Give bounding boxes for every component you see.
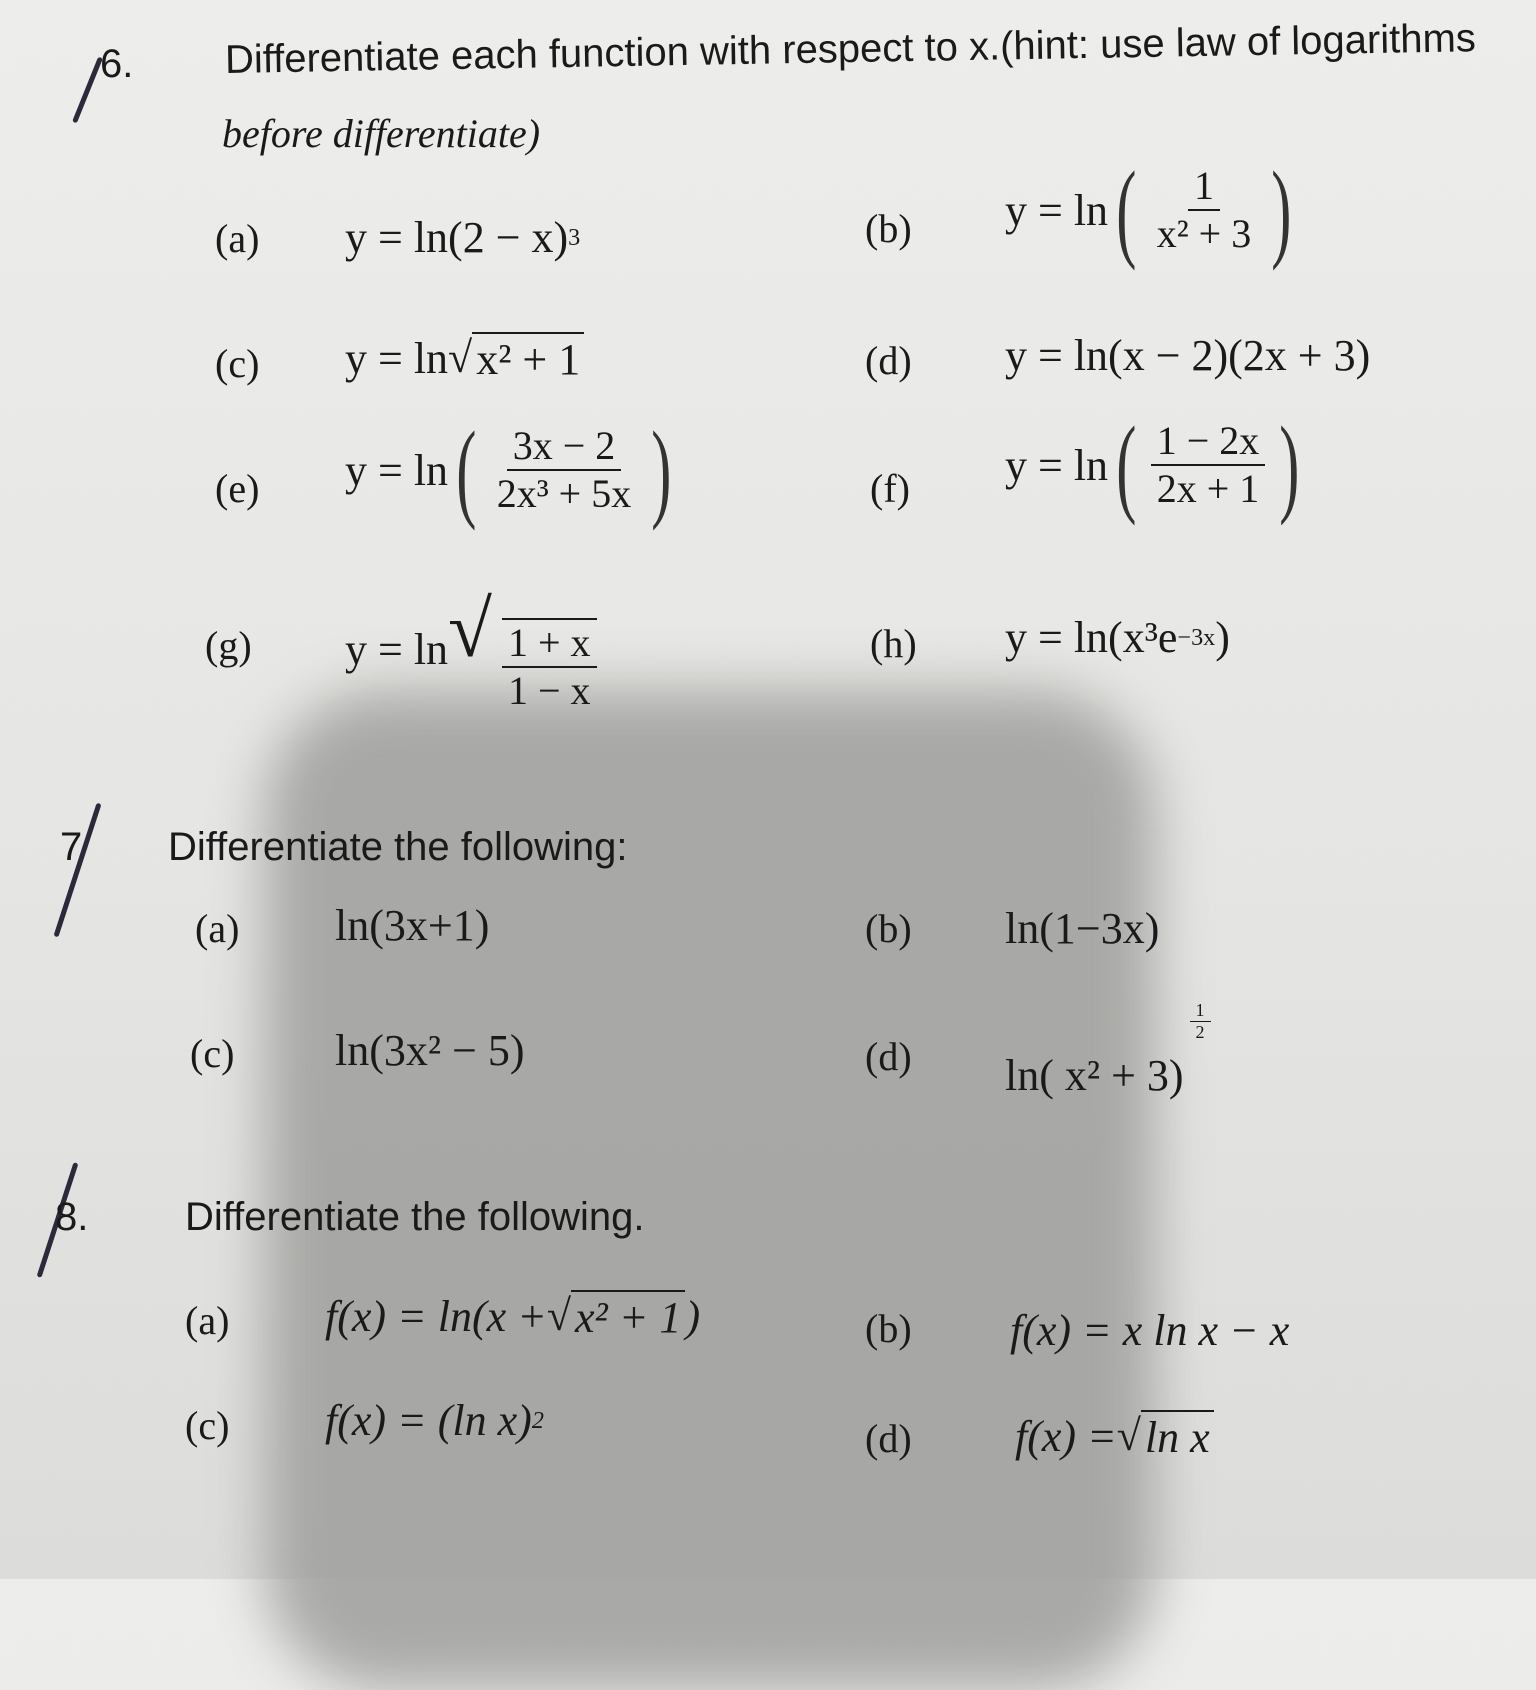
- q8-instruction: Differentiate the following.: [185, 1195, 645, 1239]
- q7b-label: (b): [865, 906, 912, 951]
- q7a-label: (a): [195, 906, 240, 951]
- q8d-label: (d): [865, 1416, 912, 1461]
- q6g-expr: y = ln √ $\frac{1 + x}{1 - x}$: [345, 585, 607, 714]
- q6b-label: (b): [865, 206, 912, 251]
- q7-instruction: Differentiate the following:: [168, 825, 628, 869]
- q6-instruction: Differentiate each function with respect to x.(hint: use law of logarithms: [224, 16, 1477, 82]
- q7d-label: (d): [865, 1034, 912, 1079]
- q7c-expr: ln(3x² − 5): [335, 1026, 525, 1075]
- q6e-label: (e): [215, 466, 260, 511]
- q6f-label: (f): [870, 466, 910, 511]
- q7b-expr: ln(1−3x): [1005, 904, 1160, 953]
- q7-number: 7: [60, 825, 83, 869]
- q8a-expr: f(x) = ln(x + √ x² + 1 ): [325, 1291, 701, 1342]
- q8b-expr: f(x) = x ln x − x: [1010, 1306, 1290, 1355]
- q6h-expr: y = ln(x³e −3x ): [1005, 613, 1230, 662]
- q8b-label: (b): [865, 1306, 912, 1351]
- q6h-label: (h): [870, 621, 917, 666]
- q6d-expr: y = ln(x − 2)(2x + 3): [1005, 331, 1371, 380]
- q8-number: 8.: [55, 1195, 89, 1239]
- q7c-label: (c): [190, 1031, 235, 1076]
- q6-number: 6.: [100, 42, 134, 86]
- q8d-expr: f(x) = √ ln x: [1015, 1410, 1214, 1463]
- q6g-label: (g): [205, 623, 252, 668]
- q8c-expr: f(x) = (ln x) 2: [325, 1396, 544, 1445]
- q6b-expr: y = ln ( $\frac{1}{\text{x² + 3}}$ ): [1005, 149, 1292, 271]
- q8a-label: (a): [185, 1298, 230, 1343]
- q7a-expr: ln(3x+1): [335, 901, 490, 950]
- q6d-label: (d): [865, 338, 912, 383]
- check-mark-6: [72, 57, 103, 124]
- check-mark-7: [53, 803, 101, 938]
- q6a-expr: y = ln(2 − x) 3: [345, 213, 581, 262]
- q6e-expr: y = ln ( $\frac{3x - 2}{\text{2x³ + 5x}}$ ): [345, 409, 672, 531]
- q8c-label: (c): [185, 1403, 230, 1448]
- q6-instruction-cont: before differentiate): [222, 111, 541, 156]
- q6c-expr: y = ln √ x² + 1: [345, 332, 584, 385]
- q7d-expr: ln( x² + 3) $\frac{1}{2}$: [1005, 1000, 1217, 1101]
- q6f-expr: y = ln ( $\frac{1 - 2x}{2x + 1}$ ): [1005, 404, 1300, 526]
- q6a-label: (a): [215, 216, 260, 261]
- q6c-label: (c): [215, 341, 260, 386]
